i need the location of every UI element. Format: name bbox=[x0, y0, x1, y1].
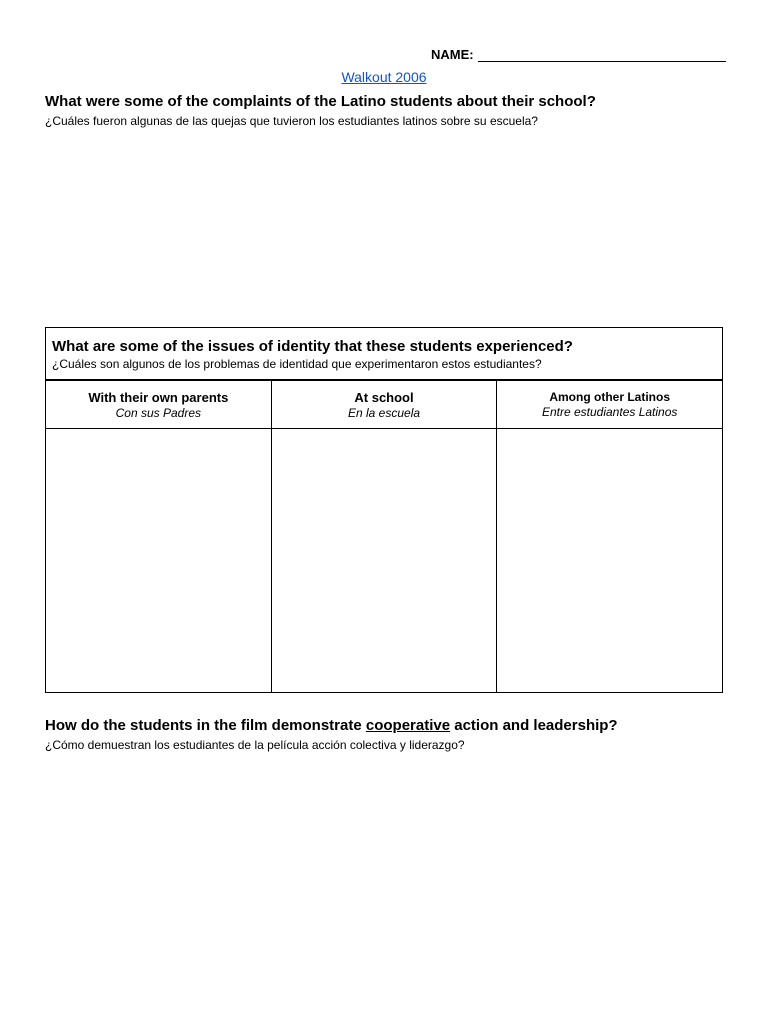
question-3-english bbox=[45, 717, 618, 734]
answer-cell-school[interactable] bbox=[272, 429, 497, 692]
column-header-english: With their own parents bbox=[88, 390, 229, 405]
column-header bbox=[46, 381, 271, 429]
question-2-spanish: ¿Cuáles son algunos de los problemas de identidad que experimentaron estos estudiantes? bbox=[52, 357, 542, 371]
column-header-english: At school bbox=[354, 390, 414, 405]
question-3-text-before: How do the students in the film demonstrate bbox=[45, 717, 366, 734]
identity-columns bbox=[46, 381, 722, 692]
question-1-spanish: ¿Cuáles fueron algunas de las quejas que tuvieron los estudiantes latinos sobre su escuela? bbox=[45, 114, 538, 128]
question-1-english: What were some of the complaints of the Latino students about their school? bbox=[45, 93, 596, 110]
column-header bbox=[272, 381, 497, 429]
column-header-spanish: En la escuela bbox=[347, 406, 421, 420]
identity-table-header bbox=[46, 328, 722, 381]
column-header-english: Among other Latinos bbox=[549, 390, 671, 404]
name-blank-line[interactable] bbox=[478, 49, 726, 62]
name-label: NAME: bbox=[431, 47, 474, 62]
column-header-spanish: Entre estudiantes Latinos bbox=[541, 405, 678, 419]
column-latinos bbox=[497, 381, 722, 692]
question-3-spanish: ¿Cómo demuestran los estudiantes de la película acción colectiva y liderazgo? bbox=[45, 738, 465, 752]
question-3-text-after: action and leadership? bbox=[450, 717, 618, 734]
question-3-underlined-word: cooperative bbox=[365, 717, 451, 734]
identity-table bbox=[45, 327, 723, 693]
column-header bbox=[497, 381, 722, 429]
question-2-english: What are some of the issues of identity that these students experienced? bbox=[52, 338, 573, 355]
answer-cell-latinos[interactable] bbox=[497, 429, 722, 692]
answer-cell-parents[interactable] bbox=[46, 429, 271, 692]
column-parents bbox=[46, 381, 272, 692]
title-link[interactable]: Walkout 2006 bbox=[341, 69, 427, 85]
name-field bbox=[431, 47, 726, 62]
column-school bbox=[272, 381, 498, 692]
document-title bbox=[0, 69, 768, 85]
column-header-spanish: Con sus Padres bbox=[115, 406, 202, 420]
